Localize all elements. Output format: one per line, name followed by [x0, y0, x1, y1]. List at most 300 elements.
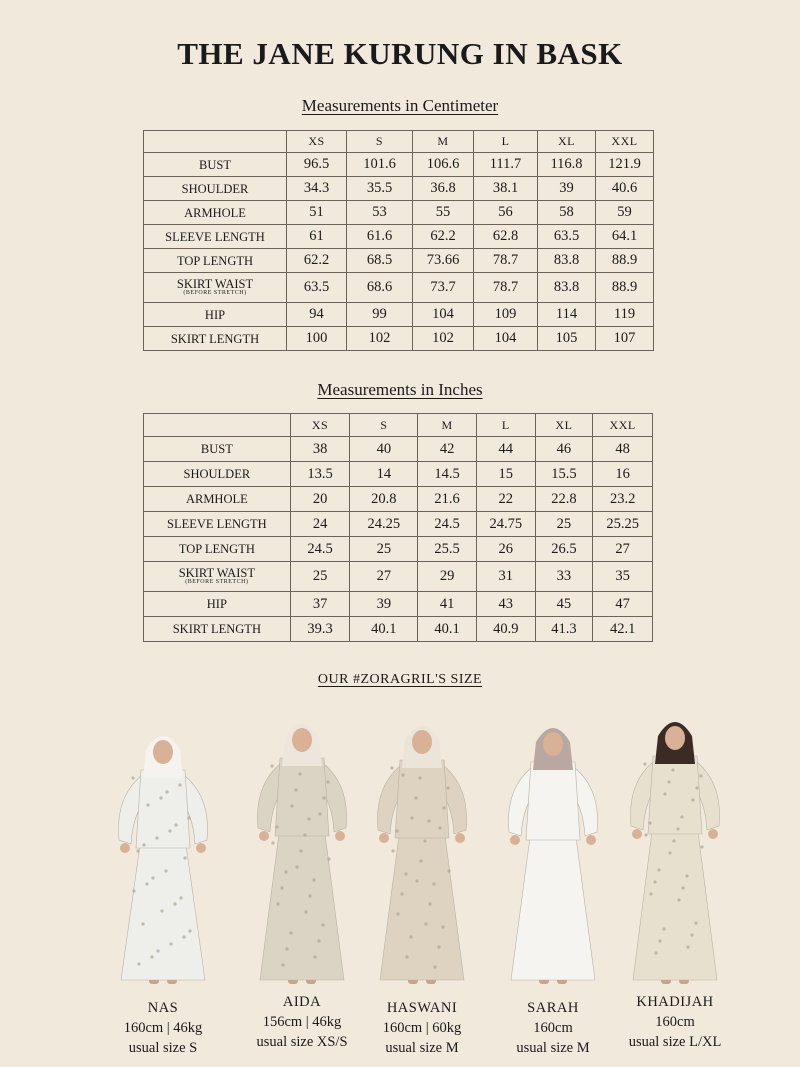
fabric-print-dot — [303, 833, 306, 836]
blouse — [395, 760, 449, 838]
fabric-print-dot — [173, 902, 176, 905]
measurement-value: 16 — [593, 462, 653, 487]
table-row — [144, 327, 654, 351]
fabric-print-dot — [294, 788, 297, 791]
measurement-value: 42.1 — [593, 617, 653, 642]
face — [665, 726, 685, 750]
measurement-value: 100 — [287, 327, 347, 351]
measurement-value: 105 — [538, 327, 596, 351]
fabric-print-dot — [136, 849, 139, 852]
fabric-print-dot — [182, 935, 185, 938]
size-column-header: L — [476, 414, 535, 437]
fabric-print-dot — [427, 819, 430, 822]
measurement-value: 25 — [350, 537, 418, 562]
measurement-value: 119 — [596, 303, 654, 327]
measurement-value: 38 — [290, 437, 350, 462]
fabric-print-dot — [318, 812, 321, 815]
table-row — [144, 512, 653, 537]
measurement-label-text: SHOULDER — [181, 181, 249, 196]
fabric-print-dot — [404, 872, 407, 875]
model-height-weight: 160cm | 60kg — [382, 1020, 462, 1036]
fabric-print-dot — [299, 849, 302, 852]
fabric-print-dot — [284, 870, 287, 873]
measurement-value: 25.5 — [418, 537, 477, 562]
fabric-print-dot — [145, 882, 148, 885]
fabric-print-dot — [285, 947, 288, 950]
fabric-print-dot — [146, 803, 149, 806]
measurement-value: 14.5 — [418, 462, 477, 487]
cm-size-table — [143, 130, 654, 351]
fabric-print-dot — [179, 896, 182, 899]
measurement-label — [144, 487, 291, 512]
fabric-print-dot — [321, 923, 324, 926]
measurement-value: 22.8 — [535, 487, 593, 512]
measurement-value: 40.6 — [596, 177, 654, 201]
measurement-value: 24.75 — [476, 512, 535, 537]
size-column-header: M — [418, 414, 477, 437]
fabric-print-dot — [150, 955, 153, 958]
measurement-value: 26 — [476, 537, 535, 562]
fabric-print-dot — [304, 910, 307, 913]
model-usual-size: usual size M — [385, 1040, 459, 1056]
fabric-print-dot — [298, 772, 301, 775]
measurement-value: 51 — [287, 201, 347, 225]
fabric-print-dot — [307, 817, 310, 820]
fabric-print-dot — [400, 892, 403, 895]
size-column-header: XS — [290, 414, 350, 437]
fabric-print-dot — [401, 773, 404, 776]
fabric-print-dot — [151, 876, 154, 879]
measurement-value: 116.8 — [538, 153, 596, 177]
fabric-print-dot — [317, 939, 320, 942]
measurement-label-text: HIP — [204, 307, 226, 322]
measurement-value: 88.9 — [596, 273, 654, 303]
measurement-value: 37 — [290, 592, 350, 617]
measurement-value: 20.8 — [350, 487, 418, 512]
measurement-value: 24.5 — [290, 537, 350, 562]
fabric-print-dot — [676, 827, 679, 830]
measurement-value: 25 — [535, 512, 593, 537]
fabric-print-dot — [160, 909, 163, 912]
measurement-label — [144, 201, 287, 225]
fabric-print-dot — [419, 859, 422, 862]
measurement-value: 27 — [350, 562, 418, 592]
fabric-print-dot — [178, 783, 181, 786]
size-column-header: XL — [538, 131, 596, 153]
fabric-print-dot — [643, 762, 646, 765]
measurement-value: 14 — [350, 462, 418, 487]
table-row — [144, 303, 654, 327]
measurement-value: 23.2 — [593, 487, 653, 512]
fabric-print-dot — [396, 912, 399, 915]
skirt — [633, 824, 717, 980]
model-figure — [488, 710, 618, 992]
measurement-value: 121.9 — [596, 153, 654, 177]
measurement-value: 13.5 — [290, 462, 350, 487]
model-usual-size: usual size L/XL — [628, 1034, 722, 1050]
table-row — [144, 177, 654, 201]
measurement-value: 61.6 — [347, 225, 413, 249]
fabric-print-dot — [654, 951, 657, 954]
fabric-print-dot — [165, 790, 168, 793]
fabric-print-dot — [424, 922, 427, 925]
table-row — [144, 462, 653, 487]
size-column-header: S — [347, 131, 413, 153]
model-name: AIDA — [282, 994, 322, 1010]
table-row — [144, 153, 654, 177]
model-photo — [98, 718, 228, 992]
measurement-value: 38.1 — [474, 177, 538, 201]
measurement-value: 99 — [347, 303, 413, 327]
measurement-label-text: SLEEVE LENGTH — [167, 517, 267, 531]
measurement-value: 107 — [596, 327, 654, 351]
measurement-note: (BEFORE STRETCH) — [185, 579, 249, 585]
measurement-value: 25 — [290, 562, 350, 592]
measurement-label — [144, 617, 291, 642]
fabric-print-dot — [695, 786, 698, 789]
hand-left — [379, 833, 389, 843]
fabric-print-dot — [663, 792, 666, 795]
fabric-print-dot — [432, 882, 435, 885]
fabric-print-dot — [447, 869, 450, 872]
fabric-print-dot — [276, 902, 279, 905]
measurement-value: 61 — [287, 225, 347, 249]
fabric-print-dot — [677, 898, 680, 901]
hand-right — [335, 831, 345, 841]
model-height-weight: 160cm | 46kg — [123, 1020, 203, 1036]
model-name: NAS — [147, 1000, 179, 1016]
measurement-label — [144, 177, 287, 201]
fabric-print-dot — [188, 929, 191, 932]
hand-right — [586, 835, 596, 845]
fabric-print-dot — [156, 949, 159, 952]
measurement-label — [144, 592, 291, 617]
measurement-value: 42 — [418, 437, 477, 462]
measurement-value: 24 — [290, 512, 350, 537]
model-usual-size: usual size M — [516, 1040, 590, 1056]
fabric-print-dot — [414, 796, 417, 799]
fabric-print-dot — [433, 965, 436, 968]
measurement-label — [144, 327, 287, 351]
fabric-print-dot — [658, 939, 661, 942]
measurement-label — [144, 562, 291, 592]
measurement-value: 22 — [476, 487, 535, 512]
model-name: HASWANI — [386, 1000, 458, 1016]
fabric-print-dot — [409, 935, 412, 938]
model-figure — [237, 706, 367, 992]
hand-left — [632, 829, 642, 839]
fabric-print-dot — [437, 945, 440, 948]
table-row — [144, 617, 653, 642]
table-row — [144, 273, 654, 303]
fabric-print-dot — [699, 774, 702, 777]
fabric-print-dot — [681, 886, 684, 889]
fabric-print-dot — [649, 892, 652, 895]
fabric-print-dot — [395, 829, 398, 832]
fabric-print-dot — [308, 894, 311, 897]
fabric-print-dot — [428, 902, 431, 905]
fabric-print-dot — [657, 868, 660, 871]
fabric-print-dot — [132, 889, 135, 892]
measurement-value: 96.5 — [287, 153, 347, 177]
measurement-value: 25.25 — [593, 512, 653, 537]
fabric-print-dot — [169, 942, 172, 945]
model-photo — [610, 704, 740, 992]
hand-right — [455, 833, 465, 843]
fabric-print-dot — [644, 833, 647, 836]
measurement-label-text: SLEEVE LENGTH — [165, 229, 265, 244]
fabric-print-dot — [668, 851, 671, 854]
measurement-value: 62.2 — [287, 249, 347, 273]
measurement-value: 62.2 — [413, 225, 474, 249]
table-row — [144, 562, 653, 592]
measurement-value: 35.5 — [347, 177, 413, 201]
table-row — [144, 225, 654, 249]
hand-left — [120, 843, 130, 853]
measurement-value: 40.1 — [350, 617, 418, 642]
measurement-value: 48 — [593, 437, 653, 462]
model-figure — [357, 708, 487, 992]
measurement-label-text: SKIRT WAIST — [178, 566, 255, 580]
table-header-row — [144, 131, 654, 153]
model-photo — [357, 708, 487, 992]
measurement-value: 68.5 — [347, 249, 413, 273]
measurement-value: 109 — [474, 303, 538, 327]
fabric-print-dot — [312, 878, 315, 881]
measurement-value: 102 — [347, 327, 413, 351]
measurement-value: 64.1 — [596, 225, 654, 249]
fabric-print-dot — [322, 796, 325, 799]
measurement-label-text: HIP — [206, 597, 227, 611]
fabric-print-dot — [662, 927, 665, 930]
model-photo — [488, 710, 618, 992]
table-row — [144, 537, 653, 562]
measurement-value: 47 — [593, 592, 653, 617]
fabric-print-dot — [313, 955, 316, 958]
measurement-value: 15.5 — [535, 462, 593, 487]
fabric-print-dot — [271, 841, 274, 844]
measurement-value: 29 — [418, 562, 477, 592]
fabric-print-dot — [391, 849, 394, 852]
size-column-header: S — [350, 414, 418, 437]
fabric-print-dot — [691, 798, 694, 801]
fabric-print-dot — [168, 829, 171, 832]
fabric-print-dot — [680, 815, 683, 818]
blouse — [648, 756, 702, 834]
measurement-value: 63.5 — [287, 273, 347, 303]
measurement-value: 78.7 — [474, 249, 538, 273]
measurement-label — [144, 537, 291, 562]
fabric-print-dot — [142, 843, 145, 846]
fabric-print-dot — [418, 776, 421, 779]
measurement-label — [144, 273, 287, 303]
model-figure — [610, 704, 740, 992]
measurement-label-text: ARMHOLE — [184, 205, 246, 220]
model-name: SARAH — [527, 1000, 579, 1016]
measurement-label-text: TOP LENGTH — [178, 542, 255, 556]
measurement-value: 20 — [290, 487, 350, 512]
measurement-value: 111.7 — [474, 153, 538, 177]
fabric-print-dot — [690, 933, 693, 936]
measurement-value: 102 — [413, 327, 474, 351]
measurement-value: 55 — [413, 201, 474, 225]
measurement-value: 58 — [538, 201, 596, 225]
fabric-print-dot — [270, 764, 273, 767]
model-name: KHADIJAH — [636, 994, 714, 1010]
table-row — [144, 487, 653, 512]
model-figure — [98, 718, 228, 992]
model-caption — [83, 998, 243, 1058]
fabric-print-dot — [295, 865, 298, 868]
fabric-print-dot — [327, 857, 330, 860]
measurement-label — [144, 225, 287, 249]
fabric-print-dot — [183, 856, 186, 859]
measurement-value: 53 — [347, 201, 413, 225]
measurement-label — [144, 437, 291, 462]
measurement-value: 39 — [538, 177, 596, 201]
fabric-print-dot — [164, 869, 167, 872]
measurement-value: 46 — [535, 437, 593, 462]
face — [543, 732, 563, 756]
fabric-print-dot — [672, 839, 675, 842]
measurement-label-text: SKIRT LENGTH — [170, 331, 260, 346]
size-column-header: XL — [535, 414, 593, 437]
measurement-label-text: ARMHOLE — [185, 492, 248, 506]
measurement-label-text: BUST — [199, 157, 231, 172]
fabric-print-dot — [446, 786, 449, 789]
measurement-label — [144, 512, 291, 537]
measurement-value: 73.66 — [413, 249, 474, 273]
page-title: THE JANE KURUNG IN BASK — [177, 36, 623, 71]
measurement-value: 31 — [476, 562, 535, 592]
measurement-value: 101.6 — [347, 153, 413, 177]
fabric-print-dot — [275, 825, 278, 828]
measurement-value: 40.9 — [476, 617, 535, 642]
measurement-value: 44 — [476, 437, 535, 462]
size-column-header: XS — [287, 131, 347, 153]
measurement-value: 114 — [538, 303, 596, 327]
fabric-print-dot — [137, 962, 140, 965]
measurement-value: 45 — [535, 592, 593, 617]
measurement-label — [144, 249, 287, 273]
size-column-header: L — [474, 131, 538, 153]
measurement-value: 24.25 — [350, 512, 418, 537]
cm-table-heading: Measurements in Centimeter — [301, 96, 499, 115]
measurement-value: 106.6 — [413, 153, 474, 177]
fabric-print-dot — [281, 963, 284, 966]
measurement-value: 59 — [596, 201, 654, 225]
fabric-print-dot — [187, 816, 190, 819]
measurement-value: 62.8 — [474, 225, 538, 249]
fabric-print-dot — [648, 821, 651, 824]
table-row — [144, 437, 653, 462]
measurement-value: 56 — [474, 201, 538, 225]
measurement-value: 26.5 — [535, 537, 593, 562]
measurement-value: 36.8 — [413, 177, 474, 201]
face — [153, 740, 173, 764]
fabric-print-dot — [280, 886, 283, 889]
model-height-weight: 160cm — [533, 1020, 573, 1036]
measurement-value: 68.6 — [347, 273, 413, 303]
blouse — [136, 770, 190, 848]
fabric-print-dot — [442, 806, 445, 809]
measurement-value: 35 — [593, 562, 653, 592]
hand-right — [708, 829, 718, 839]
measurement-value: 34.3 — [287, 177, 347, 201]
measurement-value: 27 — [593, 537, 653, 562]
fabric-print-dot — [686, 945, 689, 948]
measurement-value: 24.5 — [418, 512, 477, 537]
inch-table-heading: Measurements in Inches — [317, 380, 483, 399]
measurement-label-text: SKIRT WAIST — [176, 277, 254, 291]
table-row — [144, 592, 653, 617]
measurement-value: 83.8 — [538, 273, 596, 303]
size-column-header: XXL — [593, 414, 653, 437]
table-row — [144, 201, 654, 225]
measurement-value: 15 — [476, 462, 535, 487]
fabric-print-dot — [423, 839, 426, 842]
measurement-label — [144, 303, 287, 327]
measurement-value: 39.3 — [290, 617, 350, 642]
skirt — [121, 838, 205, 980]
table-row — [144, 249, 654, 273]
measurement-value: 40.1 — [418, 617, 477, 642]
measurement-value: 104 — [413, 303, 474, 327]
blouse — [275, 758, 329, 836]
face — [292, 728, 312, 752]
hand-left — [259, 831, 269, 841]
fabric-print-dot — [290, 804, 293, 807]
measurement-value: 83.8 — [538, 249, 596, 273]
measurement-value: 33 — [535, 562, 593, 592]
measurement-label-text: SHOULDER — [183, 467, 251, 481]
skirt — [260, 826, 344, 980]
fabric-print-dot — [438, 826, 441, 829]
model-photo — [237, 706, 367, 992]
fabric-print-dot — [653, 880, 656, 883]
measurement-label — [144, 153, 287, 177]
table-corner-cell — [144, 131, 287, 153]
table-corner-cell — [144, 414, 291, 437]
fabric-print-dot — [685, 874, 688, 877]
measurement-value: 73.7 — [413, 273, 474, 303]
fabric-print-dot — [671, 768, 674, 771]
table-header-row — [144, 414, 653, 437]
measurement-value: 78.7 — [474, 273, 538, 303]
inch-size-table — [143, 413, 653, 642]
model-usual-size: usual size S — [128, 1040, 198, 1056]
hand-left — [510, 835, 520, 845]
size-column-header: M — [413, 131, 474, 153]
models-heading: OUR #ZORAGRIL'S SIZE — [317, 672, 483, 687]
fabric-print-dot — [700, 845, 703, 848]
measurement-value: 88.9 — [596, 249, 654, 273]
fabric-print-dot — [155, 836, 158, 839]
measurement-value: 94 — [287, 303, 347, 327]
model-caption — [595, 992, 755, 1052]
size-column-header: XXL — [596, 131, 654, 153]
fabric-print-dot — [667, 780, 670, 783]
measurement-value: 40 — [350, 437, 418, 462]
hand-right — [196, 843, 206, 853]
measurement-label-text: BUST — [200, 442, 233, 456]
fabric-print-dot — [415, 879, 418, 882]
measurement-value: 63.5 — [538, 225, 596, 249]
fabric-print-dot — [390, 766, 393, 769]
fabric-print-dot — [141, 922, 144, 925]
fabric-print-dot — [441, 925, 444, 928]
face — [412, 730, 432, 754]
